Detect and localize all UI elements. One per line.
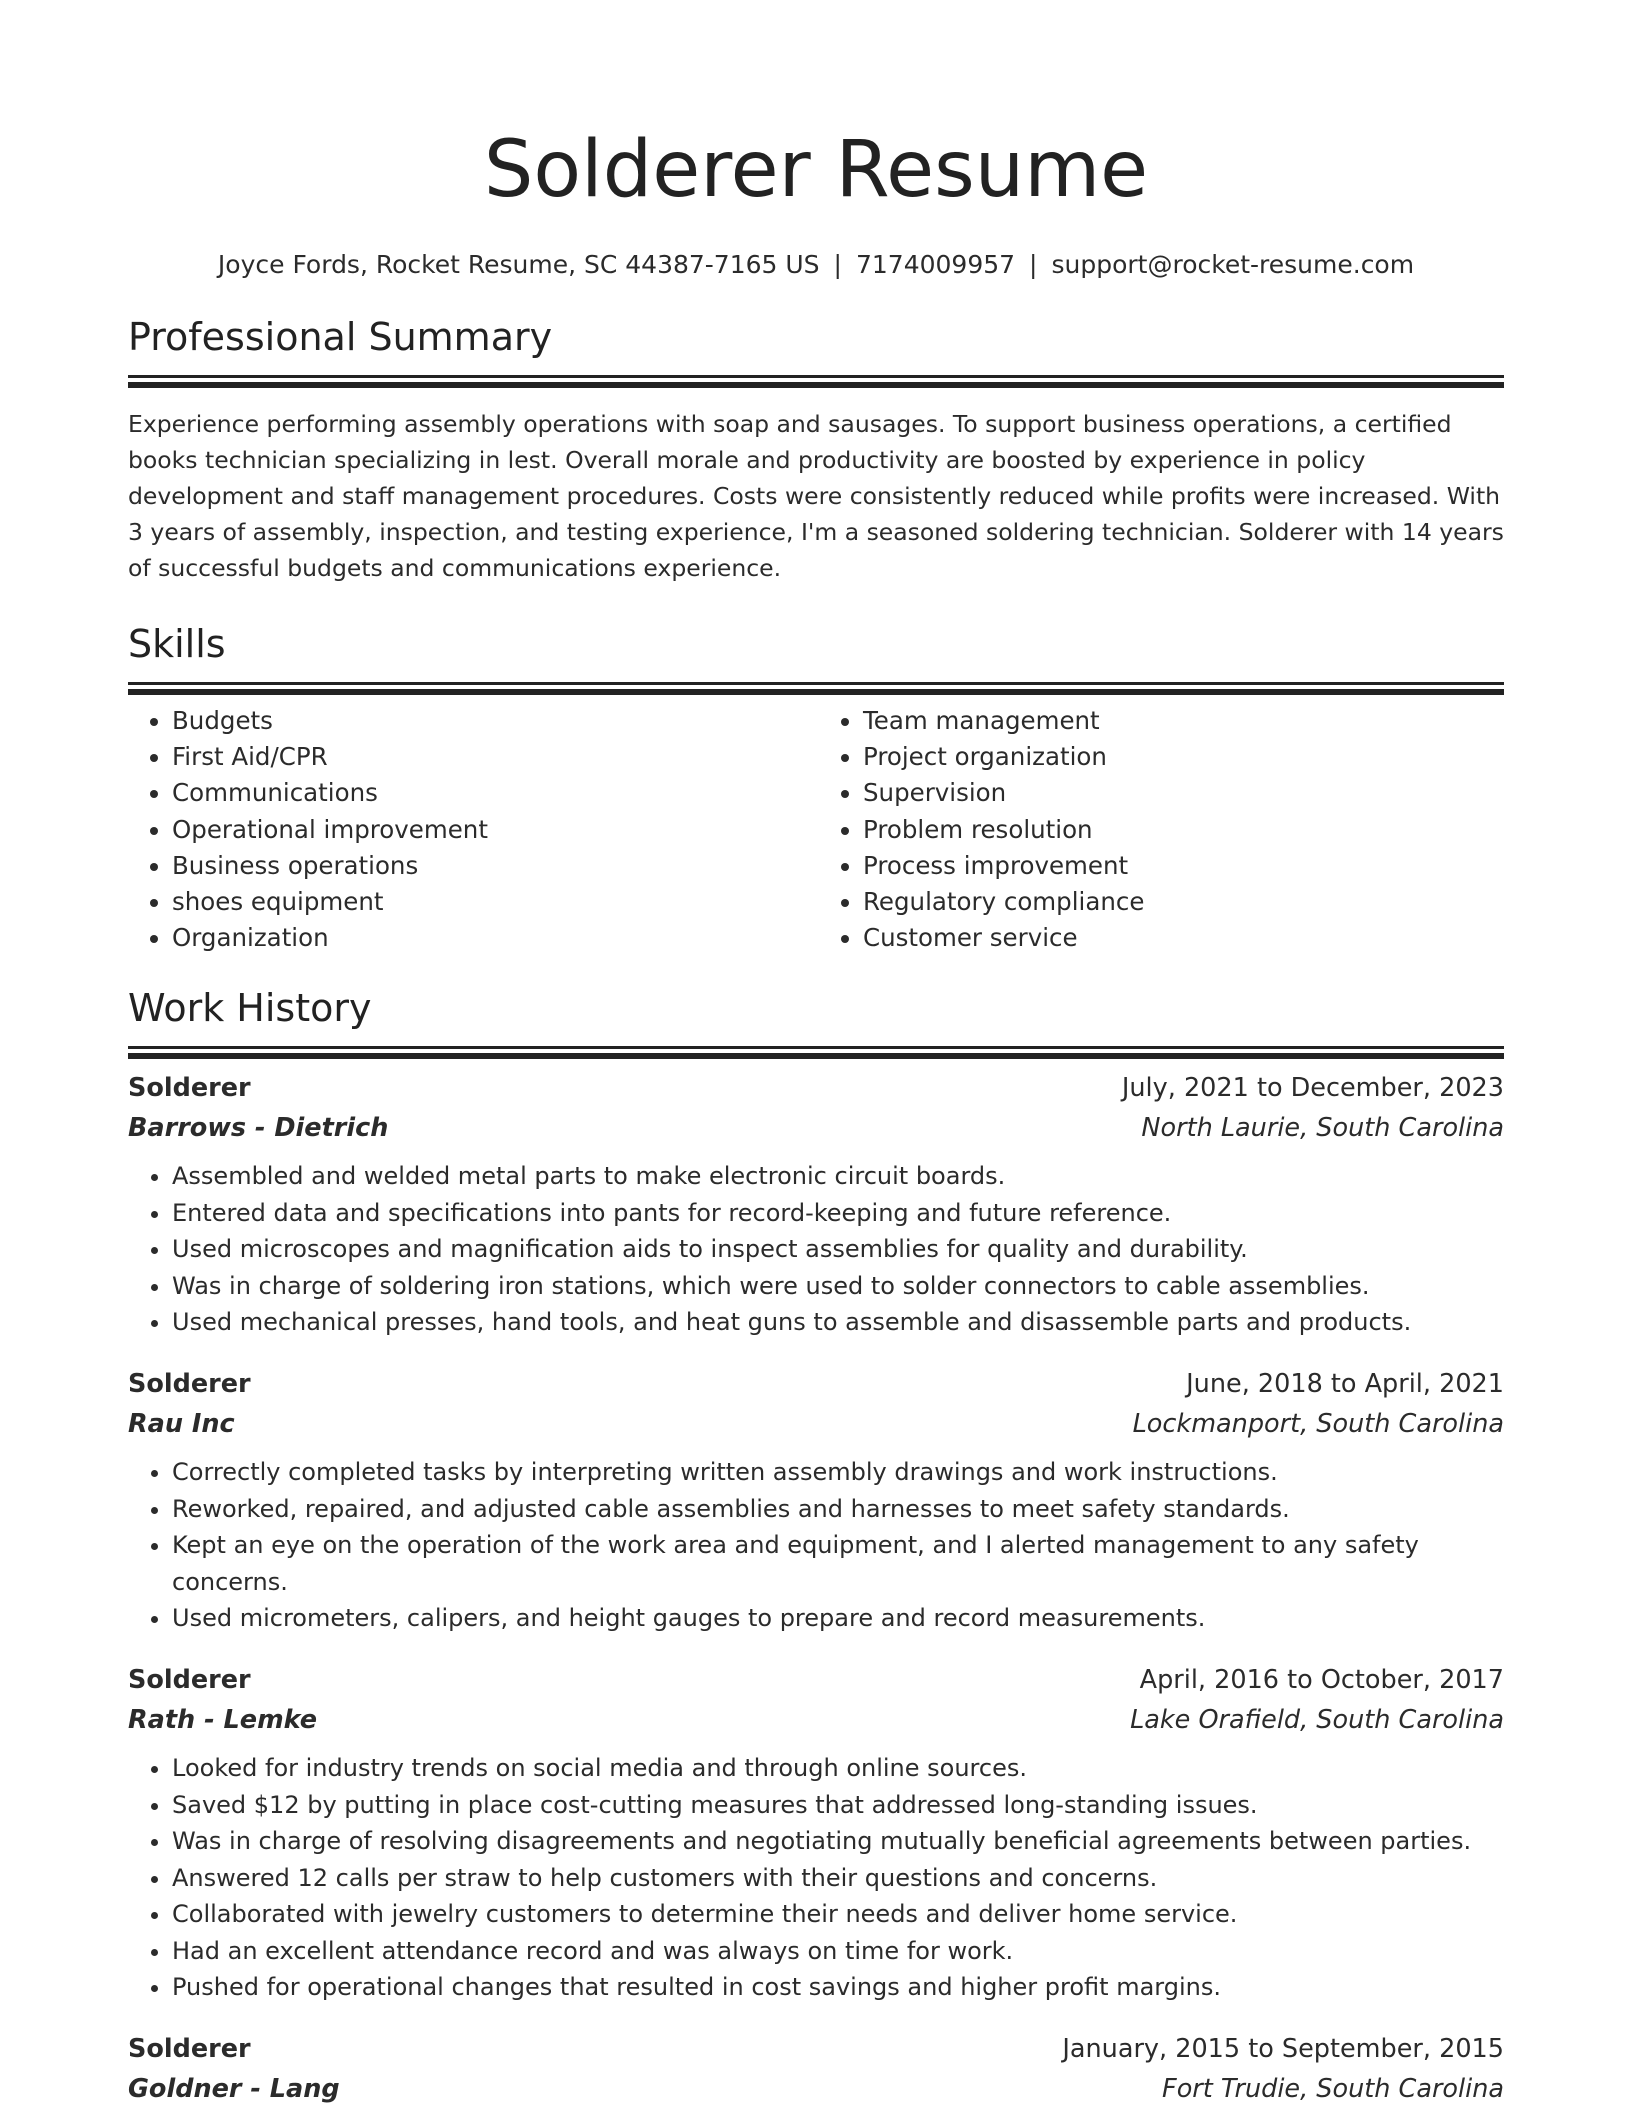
job-subheader — [128, 2069, 1504, 2109]
section-divider — [128, 682, 1504, 685]
job-bullet: • Was in charge of soldering iron stations, which were used to solder connectors to cable assemblies. — [172, 1268, 1504, 1304]
job-title: Solderer — [128, 1073, 251, 1104]
skills-column-left — [128, 703, 813, 956]
job-entry — [128, 1660, 1504, 2005]
job-dates: July, 2021 to December, 2023 — [1121, 1073, 1504, 1104]
skill-item: • Project organization — [863, 739, 1504, 775]
job-bullet: • Saved $12 by putting in place cost-cutting measures that addressed long-standing issues. — [172, 1787, 1504, 1823]
skills-section — [128, 620, 1504, 956]
skill-item: • Regulatory compliance — [863, 884, 1504, 920]
skill-item: • First Aid/CPR — [172, 739, 813, 775]
job-bullet: • Collaborated with jewelry customers to determine their needs and deliver home service. — [172, 1896, 1504, 1932]
job-company: Barrows - Dietrich — [128, 1113, 389, 1144]
job-bullets — [128, 1454, 1504, 1636]
job-location: Fort Trudie, South Carolina — [1162, 2074, 1504, 2105]
contact-phone: 7174009957 — [855, 250, 1016, 279]
contact-address: Joyce Fords, Rocket Resume, SC 44387-7165 US — [217, 250, 820, 279]
contact-separator: | — [1029, 250, 1038, 279]
job-bullet: • Used micrometers, calipers, and height gauges to prepare and record measurements. — [172, 1600, 1504, 1636]
section-heading-skills: Skills — [128, 622, 226, 666]
job-bullet: • Kept an eye on the operation of the work area and equipment, and I alerted management to any safety concerns. — [172, 1527, 1504, 1600]
skill-item: • Problem resolution — [863, 812, 1504, 848]
contact-line — [128, 248, 1504, 282]
skill-item: • shoes equipment — [172, 884, 813, 920]
job-subheader — [128, 1700, 1504, 1740]
job-company: Goldner - Lang — [128, 2074, 340, 2105]
job-header — [128, 1660, 1504, 1700]
skill-item: • Team management — [863, 703, 1504, 739]
job-header — [128, 2029, 1504, 2069]
skill-item: • Organization — [172, 920, 813, 956]
job-entry — [128, 1068, 1504, 1340]
skill-item: • Budgets — [172, 703, 813, 739]
job-bullet: • Had an excellent attendance record and was always on time for work. — [172, 1933, 1504, 1969]
resume-page — [128, 0, 1504, 2109]
job-bullet: • Looked for industry trends on social media and through online sources. — [172, 1750, 1504, 1786]
job-bullet: • Reworked, repaired, and adjusted cable assemblies and harnesses to meet safety standards. — [172, 1491, 1504, 1527]
job-entry — [128, 1364, 1504, 1636]
job-dates: June, 2018 to April, 2021 — [1186, 1369, 1504, 1400]
contact-email: support@rocket-resume.com — [1051, 250, 1415, 279]
job-company: Rau Inc — [128, 1409, 235, 1440]
job-bullet: • Assembled and welded metal parts to make electronic circuit boards. — [172, 1158, 1504, 1194]
section-divider — [128, 375, 1504, 378]
skill-item: • Supervision — [863, 775, 1504, 811]
summary-section — [128, 313, 1504, 586]
resume-title: Solderer Resume — [483, 125, 1149, 215]
summary-text: Experience performing assembly operations with soap and sausages. To support business operations, a certified books technician specializing in lest. Overall morale and productivity are boosted by experience in policy development and staff management procedures. Costs were consistently reduced while profits were increased. With 3 years of assembly, inspection, and testing experience, I'm a seasoned soldering technician. Solderer with 14 years of successful budgets and communications experience. — [128, 410, 1504, 582]
skill-item: • Operational improvement — [172, 812, 813, 848]
job-company: Rath - Lemke — [128, 1705, 317, 1736]
job-title: Solderer — [128, 1369, 251, 1400]
job-subheader — [128, 1108, 1504, 1148]
job-subheader — [128, 1404, 1504, 1444]
skill-item: • Customer service — [863, 920, 1504, 956]
skills-column-right — [813, 703, 1504, 956]
job-title: Solderer — [128, 2034, 251, 2065]
job-bullets — [128, 1750, 1504, 2005]
job-title: Solderer — [128, 1665, 251, 1696]
job-bullet: • Correctly completed tasks by interpreting written assembly drawings and work instructions. — [172, 1454, 1504, 1490]
skill-item: • Business operations — [172, 848, 813, 884]
job-location: Lockmanport, South Carolina — [1132, 1409, 1504, 1440]
job-bullet: • Entered data and specifications into pants for record-keeping and future reference. — [172, 1195, 1504, 1231]
job-bullet: • Pushed for operational changes that resulted in cost savings and higher profit margins. — [172, 1969, 1504, 2005]
skill-item: • Process improvement — [863, 848, 1504, 884]
job-bullet: • Used mechanical presses, hand tools, and heat guns to assemble and disassemble parts and products. — [172, 1304, 1504, 1340]
section-heading-summary: Professional Summary — [128, 315, 553, 359]
job-header — [128, 1068, 1504, 1108]
contact-separator: | — [833, 250, 842, 279]
job-bullet: • Was in charge of resolving disagreements and negotiating mutually beneficial agreements between parties. — [172, 1823, 1504, 1859]
job-location: Lake Orafield, South Carolina — [1130, 1705, 1504, 1736]
skills-list — [128, 703, 1504, 956]
job-location: North Laurie, South Carolina — [1141, 1113, 1504, 1144]
section-heading-work-history: Work History — [128, 986, 372, 1031]
job-bullets — [128, 1158, 1504, 1340]
job-bullet: • Used microscopes and magnification aids to inspect assemblies for quality and durability. — [172, 1231, 1504, 1267]
job-dates: January, 2015 to September, 2015 — [1062, 2034, 1504, 2065]
job-header — [128, 1364, 1504, 1404]
job-dates: April, 2016 to October, 2017 — [1139, 1665, 1504, 1696]
job-entry — [128, 2029, 1504, 2109]
section-divider — [128, 1046, 1504, 1049]
skill-item: • Communications — [172, 775, 813, 811]
job-bullet: • Answered 12 calls per straw to help customers with their questions and concerns. — [172, 1860, 1504, 1896]
work-history-section — [128, 984, 1504, 2109]
